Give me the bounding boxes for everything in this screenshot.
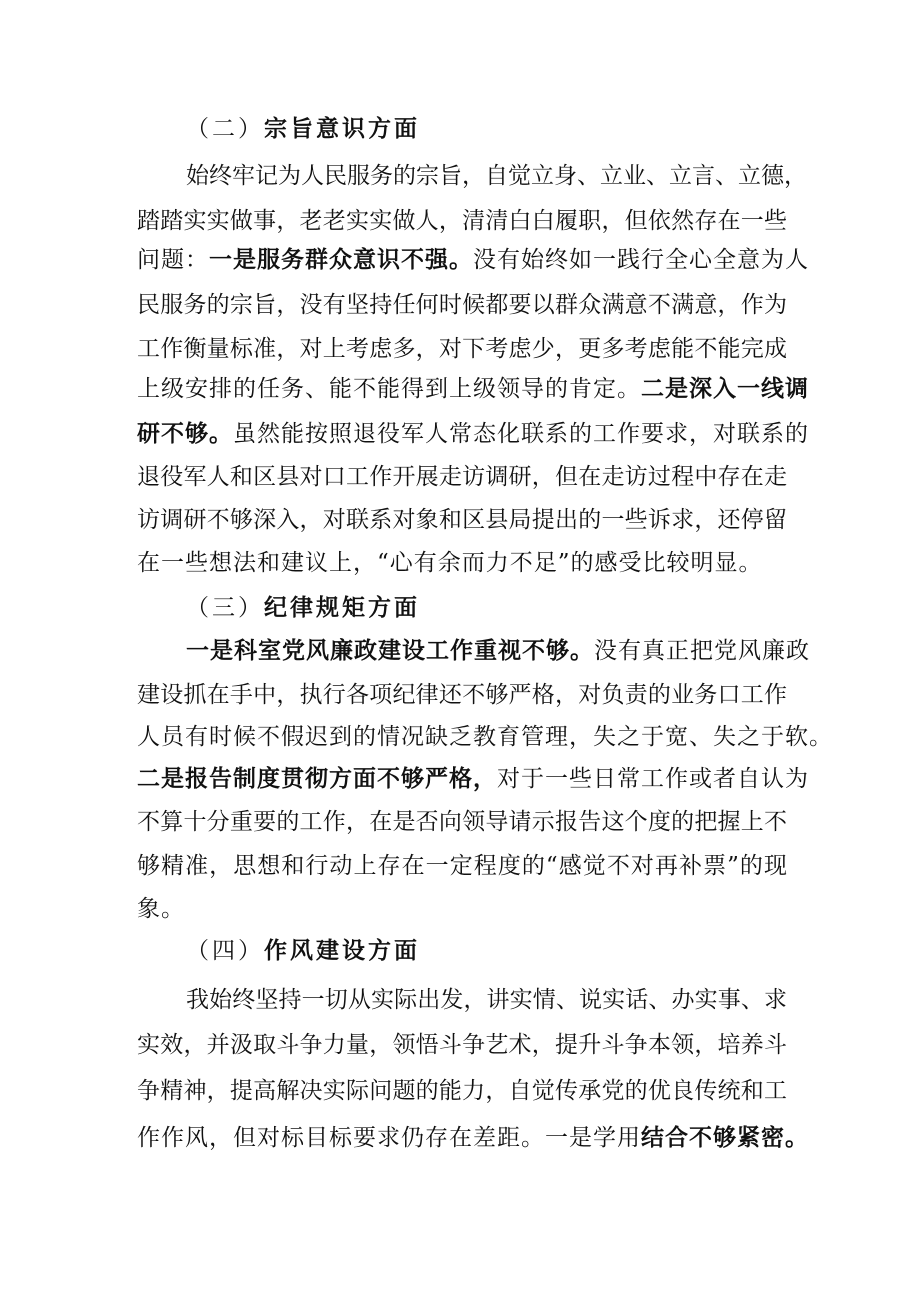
text-run: 虽然能按照退役军人常态化联系的工作要求，对联系的 <box>233 421 809 447</box>
paragraph-line <box>137 369 809 409</box>
heading-number: （四） <box>186 938 264 964</box>
paragraph-line: 争精神，提高解决实际问题的能力，自觉传承党的优良传统和工 <box>137 1078 787 1104</box>
paragraph-line: 我始终坚持一切从实际出发，讲实情、说实话、办实事、求 <box>186 987 787 1013</box>
paragraph-line <box>186 631 810 671</box>
section-heading-style <box>186 931 420 971</box>
text-run: 没有始终如一践行全心全意为人 <box>473 247 809 273</box>
text-run: 问题： <box>137 247 209 273</box>
paragraph-line: 实效，并汲取斗争力量，领悟斗争艺术，提升斗争本领，培养斗 <box>137 1032 787 1058</box>
paragraph-line <box>137 1118 809 1158</box>
paragraph-line: 人员有时候不假迟到的情况缺乏教育管理，失之于宽、失之于软。 <box>137 724 833 750</box>
paragraph-line: 在一些想法和建议上，“心有余而力不足”的感受比较明显。 <box>137 550 763 576</box>
paragraph-line: 退役军人和区县对口工作开展走访调研，但在走访过程中存在走 <box>137 464 787 490</box>
paragraph-line: 访调研不够深入，对联系对象和区县局提出的一些诉求，还停留 <box>137 507 787 533</box>
paragraph-line: 踏踏实实做事，老老实实做人，清清白白履职，但依然存在一些 <box>137 208 787 234</box>
paragraph-line: 工作衡量标准，对上考虑多，对下考虑少，更多考虑能不能完成 <box>137 336 787 362</box>
paragraph-line: 始终牢记为人民服务的宗旨，自觉立身、立业、立言、立德， <box>186 163 807 189</box>
text-run: 作作风，但对标目标要求仍存在差距。一是学用 <box>137 1125 641 1151</box>
paragraph-line: 够精准，思想和行动上存在一定程度的“感觉不对再补票”的现 <box>137 853 787 879</box>
paragraph-line: 不算十分重要的工作，在是否向领导请示报告这个度的把握上不 <box>137 809 787 835</box>
bold-point-two-cont: 研不够。 <box>137 421 233 447</box>
bold-point-one: 一是科室党风廉政建设工作重视不够。 <box>186 638 594 664</box>
paragraph-line <box>137 240 809 280</box>
text-run: 上级安排的任务、能不能得到上级领导的肯定。 <box>137 376 641 402</box>
bold-point-one: 结合不够紧密。 <box>641 1125 809 1151</box>
text-run: 没有真正把党风廉政 <box>594 638 810 664</box>
paragraph-line <box>137 759 809 799</box>
bold-point-two: 二是深入一线调 <box>641 376 809 402</box>
section-heading-discipline <box>186 588 420 628</box>
section-heading-purpose <box>186 109 420 149</box>
paragraph-line <box>137 414 809 454</box>
heading-number: （三） <box>186 595 264 621</box>
paragraph-line: 象。 <box>137 896 185 922</box>
heading-number: （二） <box>186 116 264 142</box>
bold-point-two: 二是报告制度贯彻方面不够严格， <box>137 766 497 792</box>
heading-title: 纪律规矩方面 <box>264 595 420 621</box>
heading-title: 宗旨意识方面 <box>264 116 420 142</box>
paragraph-line: 民服务的宗旨，没有坚持任何时候都要以群众满意不满意，作为 <box>137 292 787 318</box>
paragraph-line: 建设抓在手中，执行各项纪律还不够严格，对负责的业务口工作 <box>137 682 787 708</box>
bold-point-one: 一是服务群众意识不强。 <box>209 247 473 273</box>
text-run: 对于一些日常工作或者自认为 <box>497 766 809 792</box>
heading-title: 作风建设方面 <box>264 938 420 964</box>
